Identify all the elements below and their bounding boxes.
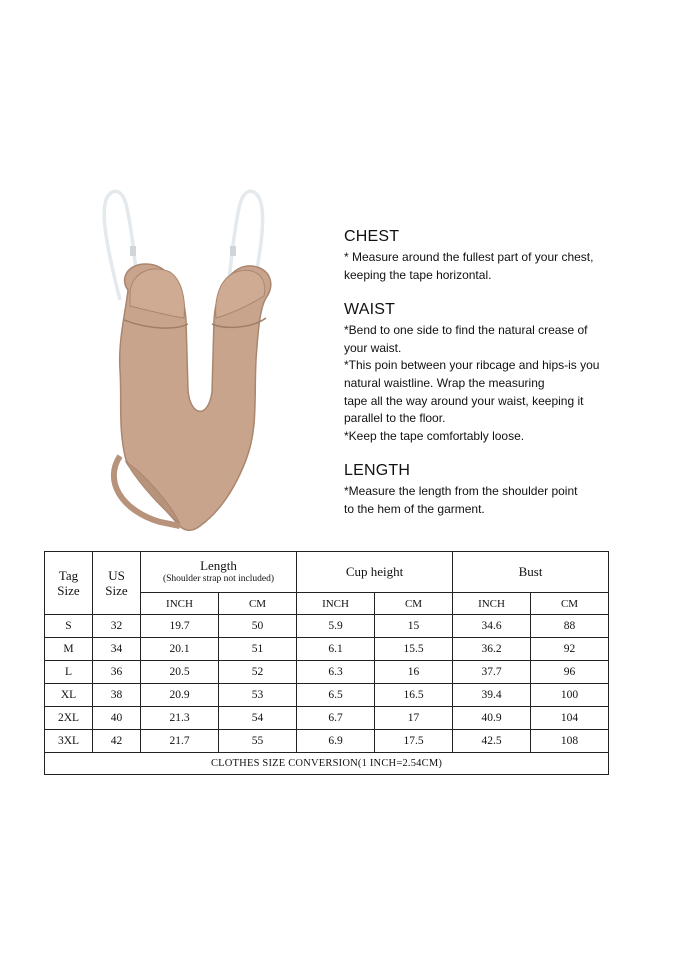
length-header	[141, 552, 297, 593]
bust-cm-cell: 92	[531, 638, 609, 661]
cup-cm-cell: 16.5	[375, 684, 453, 707]
waist-line: parallel to the floor.	[344, 411, 446, 426]
us-size-cell: 36	[93, 661, 141, 684]
us-size-line1: US	[108, 568, 125, 583]
us-size-cell: 40	[93, 707, 141, 730]
chest-title: CHEST	[344, 228, 400, 245]
bust-cm-cell: 100	[531, 684, 609, 707]
table-row	[45, 730, 609, 753]
length-inch-cell: 20.5	[141, 661, 219, 684]
cup-inch-cell: 5.9	[297, 615, 375, 638]
waist-line: tape all the way around your waist, keeping it	[344, 393, 584, 408]
bodysuit-product-image	[80, 180, 300, 550]
measurement-guide	[344, 228, 674, 536]
cup-inch-cell: 6.5	[297, 684, 375, 707]
cup-inch-unit: INCH	[297, 593, 375, 615]
chest-line: * Measure around the fullest part of your chest,	[344, 250, 594, 264]
tag-size-cell: M	[45, 638, 93, 661]
length-title: LENGTH	[344, 462, 411, 480]
tag-size-cell: L	[45, 661, 93, 684]
right-strap-clip	[230, 246, 236, 256]
cup-inch-cell: 6.7	[297, 707, 375, 730]
bust-header: Bust	[453, 552, 609, 593]
tag-size-line1: Tag	[58, 568, 79, 583]
header-row	[45, 552, 609, 593]
table-row	[45, 615, 609, 638]
length-cm-cell: 52	[219, 661, 297, 684]
length-inch-cell: 20.1	[141, 638, 219, 661]
bust-inch-cell: 42.5	[453, 730, 531, 753]
length-header-note: (Shoulder strap not included)	[162, 574, 275, 584]
waist-title: WAIST	[344, 301, 396, 319]
us-size-line2: Size	[105, 583, 128, 598]
table-row	[45, 661, 609, 684]
left-strap-clip	[130, 246, 136, 256]
bust-cm-cell: 88	[531, 615, 609, 638]
tag-size-header	[45, 552, 93, 615]
length-line: to the hem of the garment.	[344, 501, 485, 516]
waist-line: *Bend to one side to find the natural crease of	[344, 323, 588, 338]
cup-cm-cell: 17	[375, 707, 453, 730]
cup-inch-cell: 6.9	[297, 730, 375, 753]
length-cm-cell: 51	[219, 638, 297, 661]
waist-line: natural waistline. Wrap the measuring	[344, 375, 545, 390]
cup-cm-cell: 16	[375, 661, 453, 684]
size-chart-table	[44, 551, 609, 775]
cup-cm-cell: 15	[375, 615, 453, 638]
cup-cm-cell: 15.5	[375, 638, 453, 661]
length-cm-unit: CM	[219, 593, 297, 615]
length-cm-cell: 54	[219, 707, 297, 730]
length-header-title: Length	[200, 558, 237, 573]
length-line: *Measure the length from the shoulder point	[344, 484, 578, 499]
tag-size-cell: S	[45, 615, 93, 638]
bust-inch-cell: 40.9	[453, 707, 531, 730]
us-size-cell: 42	[93, 730, 141, 753]
bust-inch-cell: 37.7	[453, 661, 531, 684]
length-cm-cell: 50	[219, 615, 297, 638]
length-inch-cell: 21.7	[141, 730, 219, 753]
bust-cm-unit: CM	[531, 593, 609, 615]
bust-inch-unit: INCH	[453, 593, 531, 615]
bust-cm-cell: 104	[531, 707, 609, 730]
cup-height-header: Cup height	[297, 552, 453, 593]
length-inch-cell: 19.7	[141, 615, 219, 638]
length-inch-cell: 20.9	[141, 684, 219, 707]
length-cm-cell: 53	[219, 684, 297, 707]
footer-row	[45, 753, 609, 775]
waist-line: *This poin between your ribcage and hips-is you	[344, 358, 600, 373]
length-cm-cell: 55	[219, 730, 297, 753]
length-inch-cell: 21.3	[141, 707, 219, 730]
tag-size-cell: 2XL	[45, 707, 93, 730]
chest-section	[344, 228, 674, 284]
bust-cm-cell: 96	[531, 661, 609, 684]
table-row	[45, 684, 609, 707]
table-row	[45, 638, 609, 661]
tag-size-cell: 3XL	[45, 730, 93, 753]
tag-size-line2: Size	[57, 583, 80, 598]
bust-inch-cell: 36.2	[453, 638, 531, 661]
us-size-cell: 34	[93, 638, 141, 661]
table-row	[45, 707, 609, 730]
waist-line: *Keep the tape comfortably loose.	[344, 428, 525, 443]
waist-section	[344, 301, 674, 445]
cup-cm-cell: 17.5	[375, 730, 453, 753]
us-size-cell: 38	[93, 684, 141, 707]
length-inch-unit: INCH	[141, 593, 219, 615]
cup-cm-unit: CM	[375, 593, 453, 615]
tag-size-cell: XL	[45, 684, 93, 707]
cup-inch-cell: 6.3	[297, 661, 375, 684]
chest-line: keeping the tape horizontal.	[344, 267, 492, 282]
us-size-header	[93, 552, 141, 615]
bust-inch-cell: 34.6	[453, 615, 531, 638]
length-section	[344, 462, 674, 518]
cup-inch-cell: 6.1	[297, 638, 375, 661]
waist-line: your waist.	[344, 340, 402, 355]
bust-inch-cell: 39.4	[453, 684, 531, 707]
us-size-cell: 32	[93, 615, 141, 638]
size-rows	[45, 615, 609, 753]
conversion-note: CLOTHES SIZE CONVERSION(1 INCH=2.54CM)	[45, 753, 609, 775]
bust-cm-cell: 108	[531, 730, 609, 753]
